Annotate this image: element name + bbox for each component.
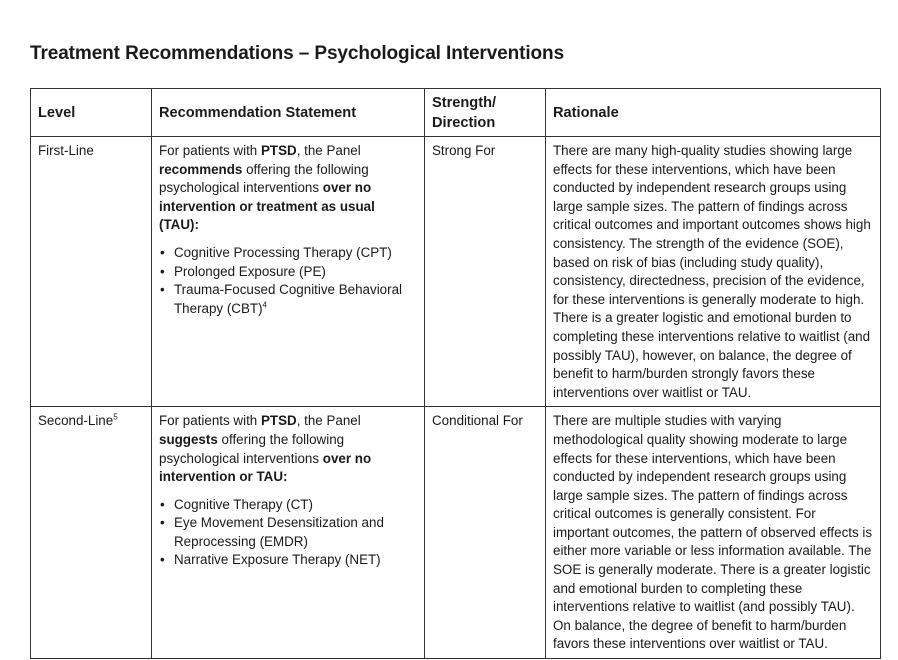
level-footnote: 5 <box>113 412 118 422</box>
list-item <box>159 244 418 263</box>
header-rationale: Rationale <box>546 89 881 137</box>
list-item-text: Prolonged Exposure (PE) <box>174 263 326 279</box>
statement-cell <box>152 137 425 407</box>
stmt-text: offering the following psychological interventions <box>159 161 369 196</box>
list-item-footnote: 4 <box>262 300 267 310</box>
list-item <box>159 551 418 570</box>
header-strength-line2: Direction <box>432 115 496 131</box>
stmt-text: For patients with <box>159 143 261 158</box>
stmt-bold-condition: PTSD <box>260 143 297 158</box>
list-item <box>159 514 418 551</box>
strength-cell: Strong For <box>425 137 546 407</box>
list-item-text: Eye Movement Desensitization and Reprocessing (EMDR) <box>174 515 384 549</box>
list-item <box>159 263 418 282</box>
list-item-text: Cognitive Therapy (CT) <box>174 496 313 512</box>
level-text: First-Line <box>38 143 94 158</box>
header-statement: Recommendation Statement <box>152 89 425 137</box>
list-item-text: Narrative Exposure Therapy (NET) <box>174 552 381 568</box>
rationale-cell: There are multiple studies with varying methodological quality showing moderate to large effects for these interventions, which have been conducted by independent research groups using large sample sizes. The pattern of findings across critical outcomes is generally consistent. For important outcomes, the pattern of observed effects is either more variable or less information available. The SOE is generally moderate. There is a greater logistic and emotional burden to completing these interventions relative to waitlist (and possibly TAU). On balance, the degree of benefit to harm/burden favors these interventions over waitlist or TAU. <box>546 407 881 659</box>
level-cell <box>31 137 152 407</box>
header-strength-line1: Strength/ <box>432 95 497 111</box>
strength-cell: Conditional For <box>425 407 546 659</box>
list-item-text: Cognitive Processing Therapy (CPT) <box>174 244 392 260</box>
stmt-text: offering the following psychological interventions <box>159 431 345 466</box>
page-title: Treatment Recommendations – Psychological Interventions <box>30 43 565 64</box>
stmt-text: , the Panel <box>296 143 361 158</box>
level-text: Second-Line <box>38 413 114 429</box>
level-cell <box>31 407 152 659</box>
recommendation-statement <box>159 142 418 235</box>
header-strength <box>425 89 546 137</box>
list-item <box>159 281 418 318</box>
intervention-list <box>159 244 418 318</box>
recommendation-statement <box>159 412 418 486</box>
rationale-cell: There are many high-quality studies showing large effects for these interventions, which have been conducted by independent research groups using large sample sizes. The pattern of findings across critical outcomes and important outcomes shows high consistency. The strength of the evidence (SOE), based on risk of bias (including study quality), consistency, directedness, precision of the evidence, for these interventions is generally moderate to high. There is a greater logistic and emotional burden to completing these interventions relative to waitlist (and possibly TAU), however, on balance, the degree of benefit to harm/burden strongly favors these interventions over waitlist or TAU. <box>546 137 881 407</box>
stmt-bold-verb: recommends <box>159 161 243 177</box>
table-row-first-line <box>31 137 881 407</box>
intervention-list <box>159 496 418 570</box>
stmt-bold-comparator: over no intervention or TAU: <box>159 450 372 485</box>
stmt-bold-verb: suggests <box>159 431 218 447</box>
header-level: Level <box>31 89 152 137</box>
stmt-bold-condition: PTSD <box>260 413 297 429</box>
recommendations-table <box>30 88 881 659</box>
stmt-text: , the Panel <box>296 413 361 429</box>
stmt-bold-comparator: over no intervention or treatment as usual (TAU): <box>159 180 375 233</box>
list-item <box>159 496 418 515</box>
table-header-row <box>31 89 881 137</box>
table-row-second-line <box>31 407 881 659</box>
stmt-text: For patients with <box>159 413 261 429</box>
statement-cell <box>152 407 425 659</box>
list-item-text: Trauma-Focused Cognitive Behavioral Therapy (CBT) <box>174 282 402 316</box>
